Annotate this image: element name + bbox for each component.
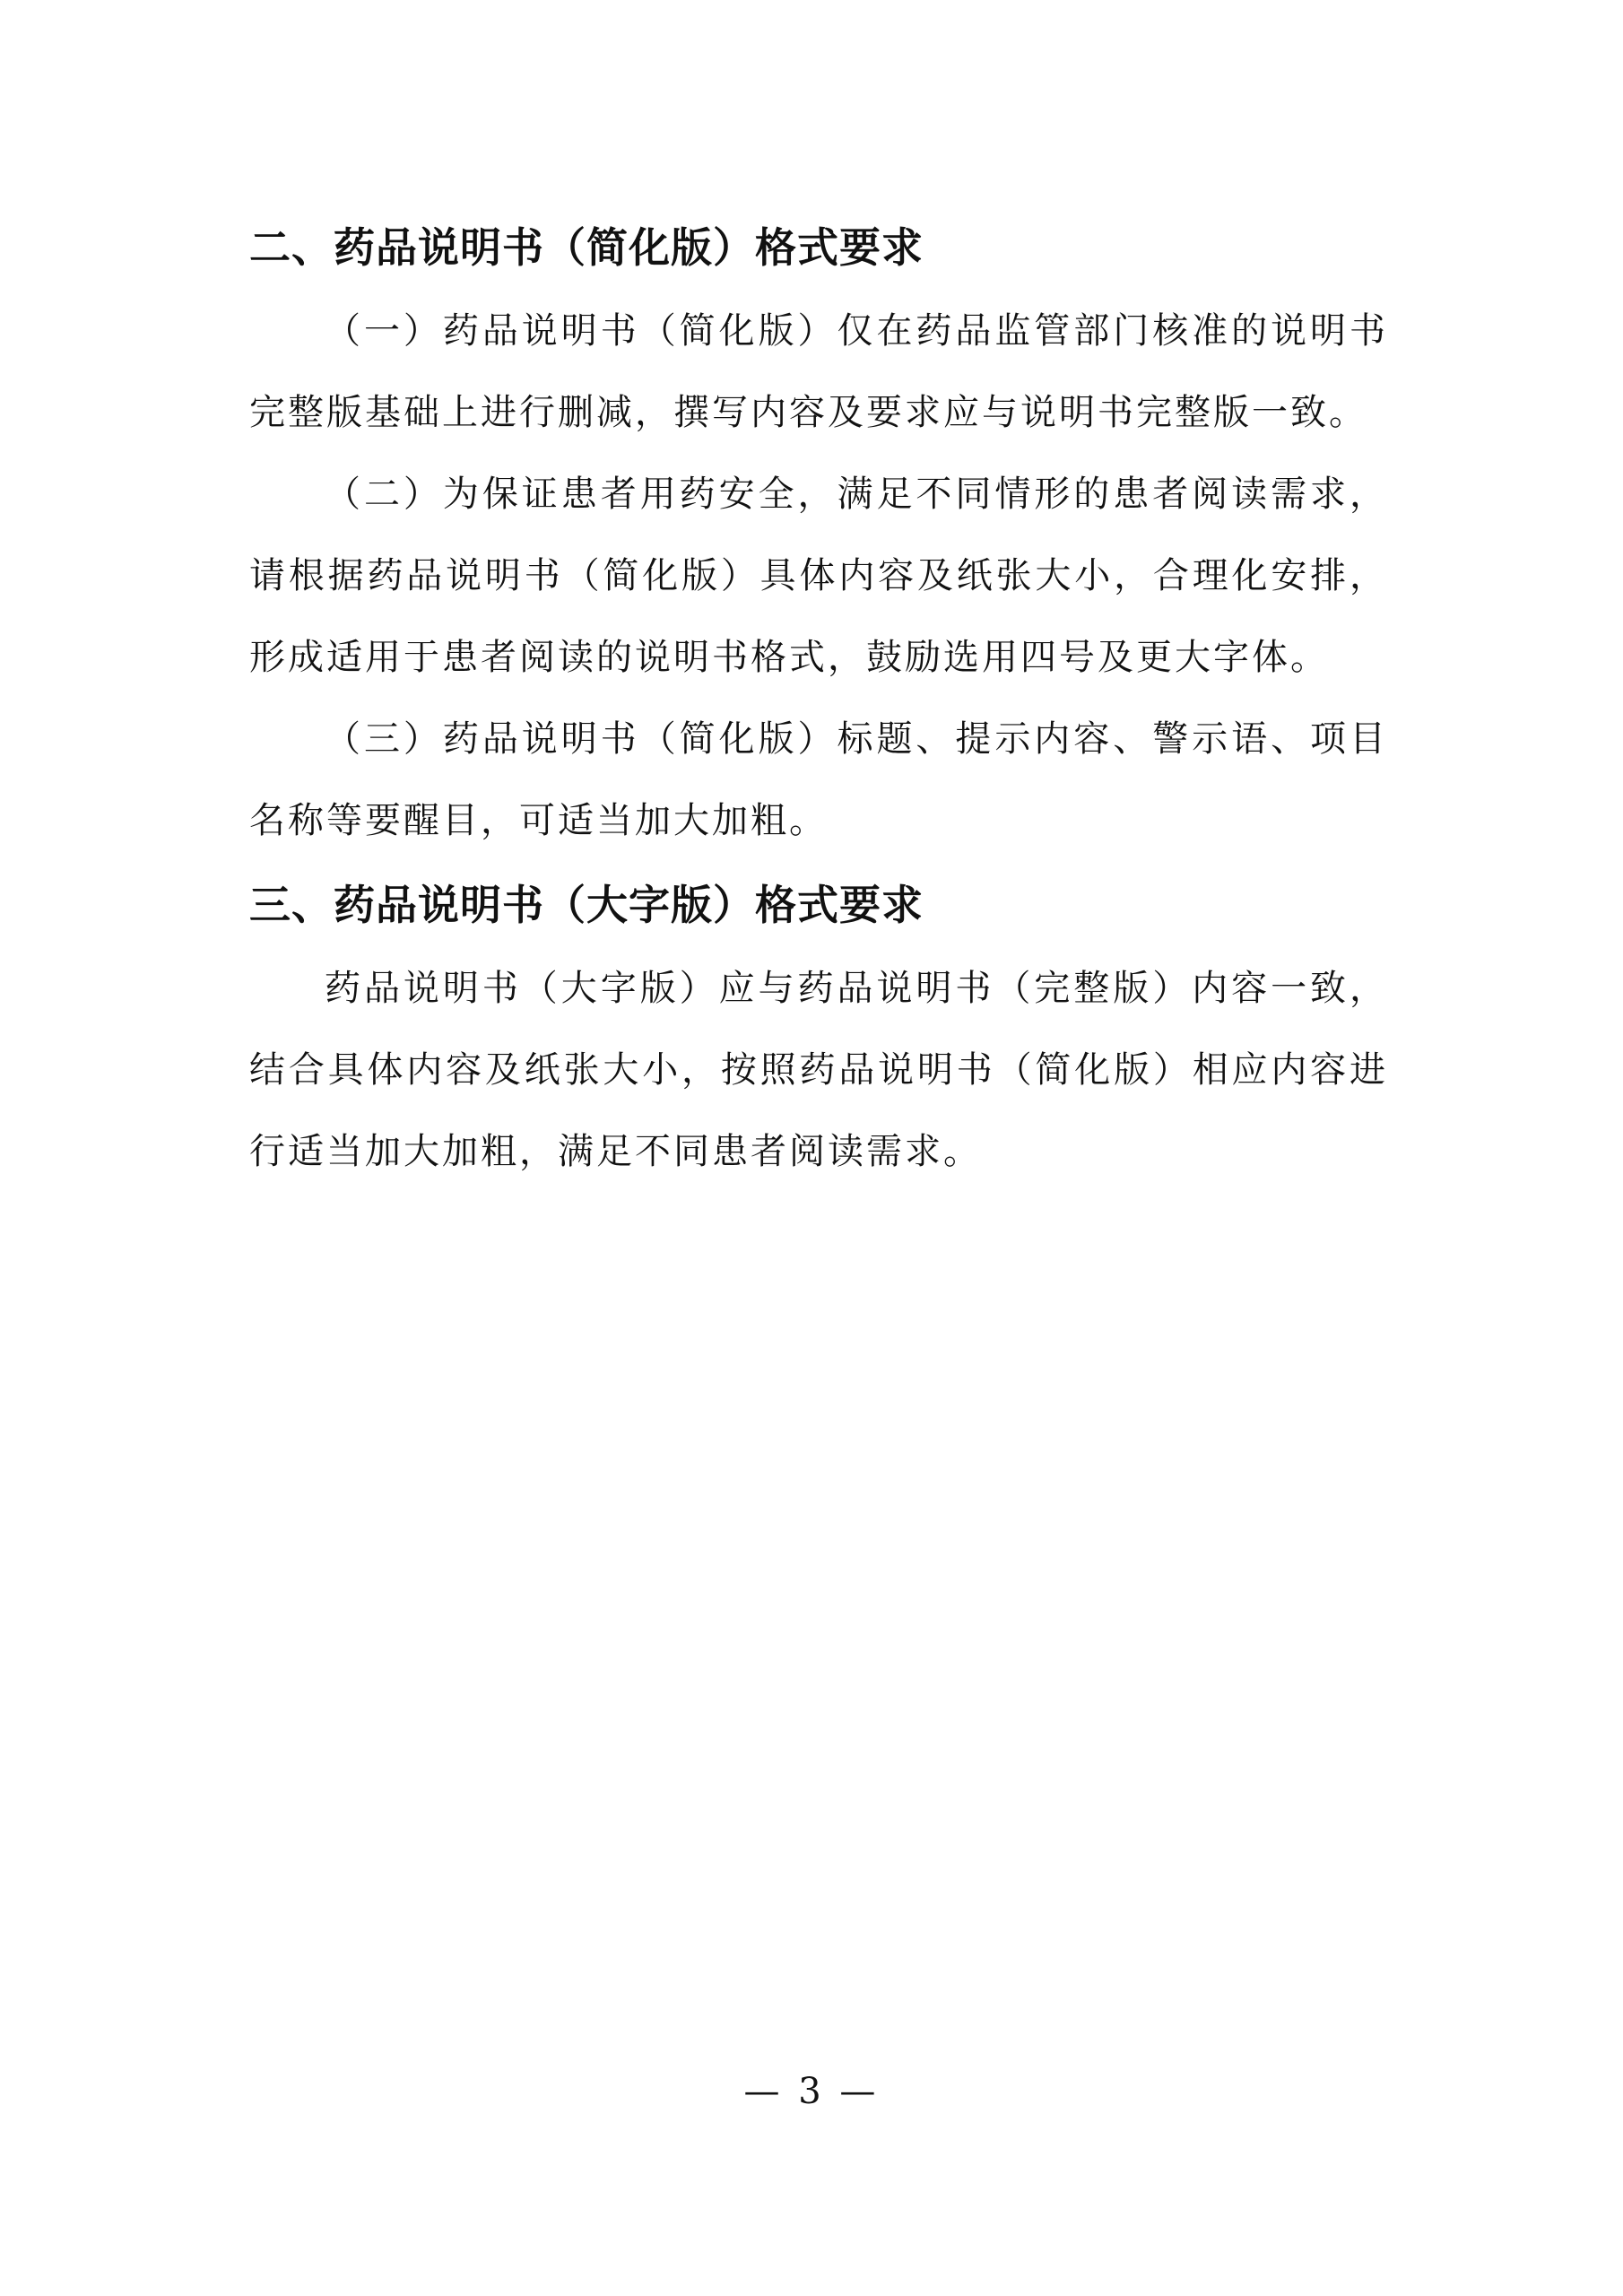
paragraph-3-1: 药品说明书（大字版）应与药品说明书（完整版）内容一致，结合具体内容及纸张大小，按照药品说明书（简化版）相应内容进行适当加大加粗，满足不同患者阅读需求。 bbox=[249, 968, 1388, 1172]
page-number: — 3 — bbox=[743, 2071, 880, 2112]
section-heading-3: 三、药品说明书（大字版）格式要求 bbox=[249, 881, 924, 929]
section-heading-2: 二、药品说明书（简化版）格式要求 bbox=[249, 223, 924, 272]
document-body bbox=[249, 204, 1388, 1193]
paragraph-2-3: （三）药品说明书（简化版）标题、提示内容、警示语、项目名称等要醒目，可适当加大加粗。 bbox=[249, 718, 1388, 841]
paragraph-2-2: （二）为保证患者用药安全，满足不同情形的患者阅读需求，请根据药品说明书（简化版）具体内容及纸张大小，合理化安排，形成适用于患者阅读的说明书格式，鼓励选用四号及更大字体。 bbox=[249, 474, 1388, 678]
paragraph-2-1: （一）药品说明书（简化版）仅在药品监管部门核准的说明书完整版基础上进行删减，撰写内容及要求应与说明书完整版一致。 bbox=[249, 310, 1388, 433]
